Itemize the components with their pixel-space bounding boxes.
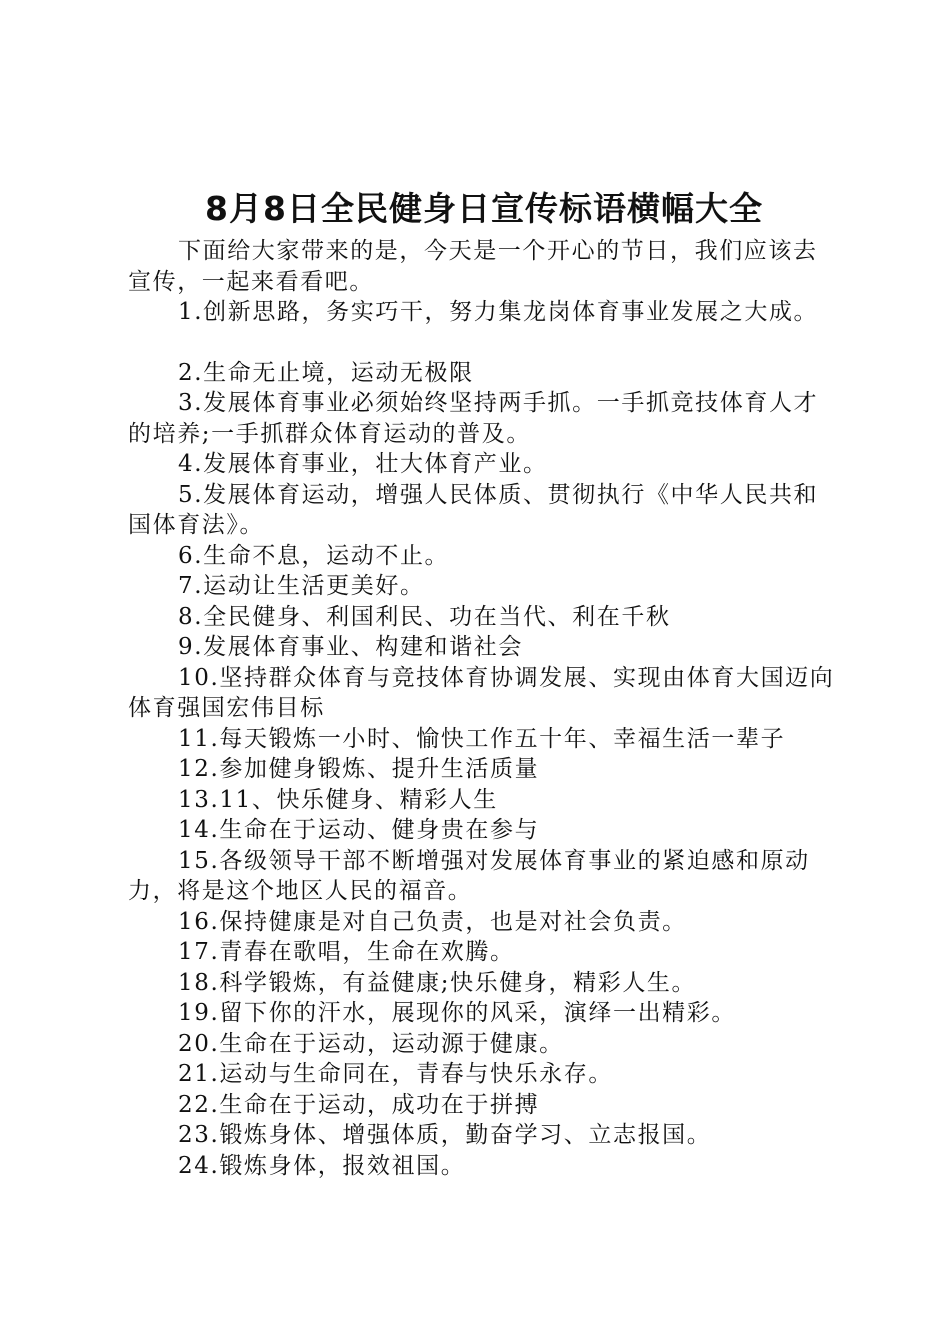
list-item: 8.全民健身、利国利民、功在当代、利在千秋 bbox=[178, 603, 671, 630]
list-item: 12.参加健身锻炼、提升生活质量 bbox=[178, 756, 540, 782]
list-item: 7.运动让生活更美好。 bbox=[178, 573, 425, 599]
document-title: 8月8日全民健身日宣传标语横幅大全 bbox=[205, 189, 763, 228]
list-item: 5.发展体育运动，增强人民体质、贯彻执行《中华人民共和国体育法》。 bbox=[128, 481, 819, 538]
list-item: 20.生命在于运动，运动源于健康。 bbox=[178, 1030, 564, 1057]
list-item: 13.11、快乐健身、精彩人生 bbox=[178, 786, 498, 813]
list-item: 14.生命在于运动、健身贵在参与 bbox=[178, 817, 540, 843]
document-page bbox=[128, 186, 840, 1181]
list-item: 3.发展体育事业必须始终坚持两手抓。一手抓竞技体育人才的培养;一手抓群众体育运动的普及。 bbox=[128, 390, 819, 447]
list-item: 9.发展体育事业、构建和谐社会 bbox=[178, 634, 523, 660]
list-item: 17.青春在歌唱，生命在欢腾。 bbox=[178, 939, 515, 965]
list-item: 19.留下你的汗水，展现你的风采，演绎一出精彩。 bbox=[178, 1000, 736, 1026]
list-item: 1.创新思路，务实巧干，努力集龙岗体育事业发展之大成。 bbox=[178, 299, 819, 325]
list-item: 10.坚持群众体育与竞技体育协调发展、实现由体育大国迈向体育强国宏伟目标 bbox=[128, 664, 835, 721]
blank-line bbox=[128, 328, 840, 358]
list-item: 23.锻炼身体、增强体质，勤奋学习、立志报国。 bbox=[178, 1122, 712, 1148]
list-item: 4.发展体育事业，壮大体育产业。 bbox=[178, 451, 548, 477]
list-item: 2.生命无止境，运动无极限 bbox=[178, 359, 474, 386]
list-item: 6.生命不息，运动不止。 bbox=[178, 542, 450, 569]
list-item: 15.各级领导干部不断增强对发展体育事业的紧迫感和原动力，将是这个地区人民的福音。 bbox=[128, 847, 810, 904]
list-item: 11.每天锻炼一小时、愉快工作五十年、幸福生活一辈子 bbox=[178, 725, 786, 752]
list-item: 21.运动与生命同在，青春与快乐永存。 bbox=[178, 1061, 613, 1087]
intro-paragraph: 下面给大家带来的是，今天是一个开心的节日，我们应该去宣传，一起来看看吧。 bbox=[128, 238, 818, 295]
list-item: 22.生命在于运动，成功在于拼搏 bbox=[178, 1091, 540, 1118]
list-item: 16.保持健康是对自己负责，也是对社会负责。 bbox=[178, 908, 687, 935]
list-item: 18.科学锻炼，有益健康;快乐健身，精彩人生。 bbox=[178, 969, 697, 996]
list-item: 24.锻炼身体，报效祖国。 bbox=[178, 1152, 466, 1179]
